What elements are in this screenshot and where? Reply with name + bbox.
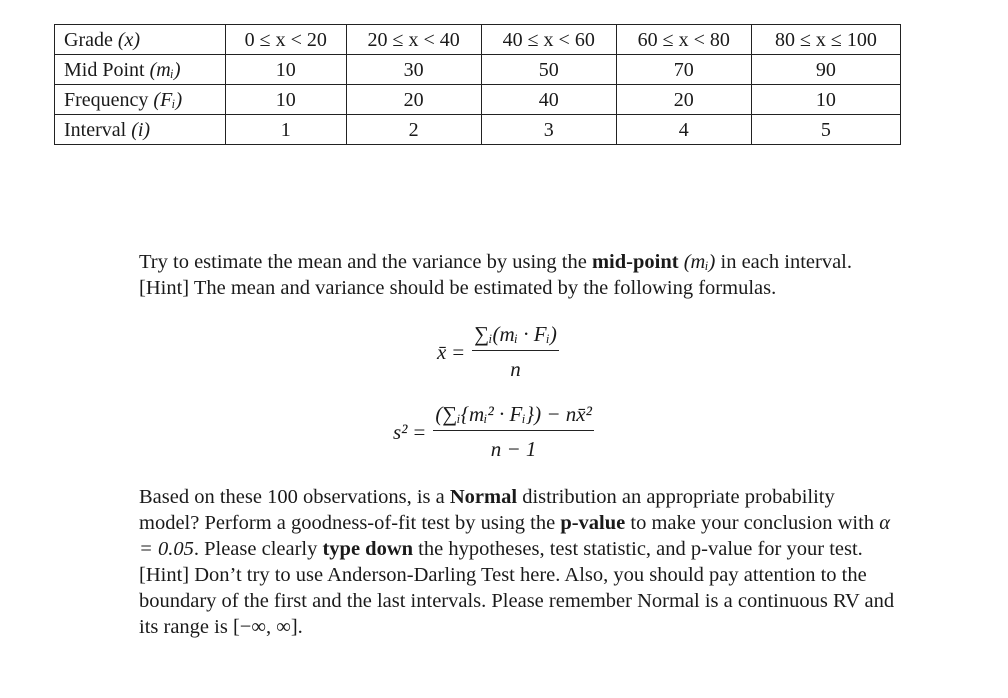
formula-denominator: n − 1 bbox=[490, 437, 537, 461]
table-cell: 70 bbox=[616, 55, 751, 85]
row-label-text: Grade bbox=[64, 28, 118, 51]
table-cell: 40 ≤ x < 60 bbox=[481, 25, 616, 55]
table-cell: 20 bbox=[346, 85, 481, 115]
paragraph-text: . Please clearly bbox=[193, 538, 323, 560]
table-cell: 10 bbox=[226, 55, 347, 85]
table-cell: 80 ≤ x ≤ 100 bbox=[751, 25, 900, 55]
paragraph-text: Try to estimate the mean and the variance by using the bbox=[139, 251, 592, 273]
table-row-grade bbox=[55, 25, 901, 55]
mean-formula bbox=[437, 322, 559, 382]
row-label-variable: (x) bbox=[117, 28, 141, 51]
hint-text: [Hint] Don’t try to use Anderson-Darling Test here. Also, you should pay attention to the boundary of the first and the last intervals. Please remember Normal is a continuous RV and its range is bbox=[139, 564, 895, 638]
instruction-paragraph-goodness-of-fit bbox=[139, 484, 899, 640]
formula-lhs: s² bbox=[393, 419, 408, 444]
table-cell: 3 bbox=[481, 115, 616, 145]
table-cell: 90 bbox=[751, 55, 900, 85]
table-cell: 4 bbox=[616, 115, 751, 145]
paragraph-text: Based on these 100 observations, is a bbox=[139, 486, 450, 508]
row-label-variable: (i) bbox=[131, 118, 151, 141]
variance-formula bbox=[393, 402, 594, 462]
paragraph-text: to make your conclusion with bbox=[625, 512, 880, 534]
row-label-variable: (mᵢ) bbox=[149, 58, 181, 81]
table-cell: 20 bbox=[616, 85, 751, 115]
row-label-interval bbox=[55, 115, 226, 145]
row-label-grade bbox=[55, 25, 226, 55]
table-row-interval bbox=[55, 115, 901, 145]
emphasis-mid-point: mid-point bbox=[591, 251, 679, 273]
instruction-paragraph-mean-variance bbox=[139, 249, 899, 301]
paragraph-text: . bbox=[297, 616, 303, 638]
formula-equals: = bbox=[413, 419, 426, 444]
formula-fraction bbox=[433, 402, 594, 462]
row-label-text: Interval bbox=[64, 118, 132, 141]
row-label-text: Frequency bbox=[64, 88, 154, 111]
formula-numerator: ∑ᵢ(mᵢ · Fᵢ) bbox=[472, 322, 559, 351]
table-cell: 10 bbox=[226, 85, 347, 115]
formula-numerator: (∑ᵢ{mᵢ² · Fᵢ}) − nx̄² bbox=[433, 402, 594, 431]
table-cell: 60 ≤ x < 80 bbox=[616, 25, 751, 55]
table-cell: 5 bbox=[751, 115, 900, 145]
math-midpoint-symbol: (mᵢ) bbox=[683, 251, 716, 273]
emphasis-type-down: type down bbox=[322, 538, 414, 560]
math-range: [−∞, ∞] bbox=[232, 616, 298, 638]
grade-frequency-table bbox=[54, 24, 901, 145]
table-cell: 2 bbox=[346, 115, 481, 145]
formula-denominator: n bbox=[510, 357, 521, 381]
table-row-mid-point bbox=[55, 55, 901, 85]
math-alpha: α = 0.05 bbox=[139, 512, 890, 560]
table-row-frequency bbox=[55, 85, 901, 115]
formula-fraction bbox=[472, 322, 559, 382]
table-cell: 20 ≤ x < 40 bbox=[346, 25, 481, 55]
emphasis-normal: Normal bbox=[449, 486, 518, 508]
row-label-variable: (Fᵢ) bbox=[153, 88, 183, 111]
paragraph-text: the hypotheses, test statistic, and p-value for your test. bbox=[413, 538, 863, 560]
formula-equals: = bbox=[452, 339, 465, 364]
formula-lhs: x̄ bbox=[437, 339, 447, 364]
row-label-mid-point bbox=[55, 55, 226, 85]
table-cell: 30 bbox=[346, 55, 481, 85]
row-label-frequency bbox=[55, 85, 226, 115]
row-label-text: Mid Point bbox=[64, 58, 150, 81]
table-cell: 1 bbox=[226, 115, 347, 145]
table-cell: 50 bbox=[481, 55, 616, 85]
table-cell: 0 ≤ x < 20 bbox=[226, 25, 347, 55]
emphasis-p-value: p-value bbox=[560, 512, 626, 534]
paragraph-text: in each interval. [Hint] The mean and variance should be estimated by the following formulas. bbox=[139, 251, 852, 299]
paragraph-text: distribution an appropriate probability model? Perform a goodness-of-fit test by using the bbox=[139, 486, 835, 534]
table-cell: 10 bbox=[751, 85, 900, 115]
table-cell: 40 bbox=[481, 85, 616, 115]
